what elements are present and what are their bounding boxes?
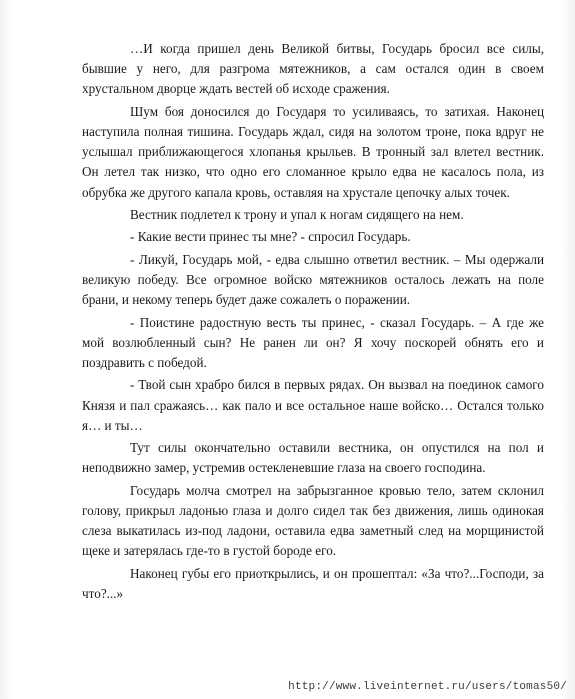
paragraph: - Ликуй, Государь мой, - едва слышно ответил вестник. – Мы одержали великую победу. Все огромное войско мятежников осталось лежать на поле брани, и некому теперь будет даже сожалеть о поражении. bbox=[82, 251, 544, 308]
watermark-url: http://www.liveinternet.ru/users/tomas50/ bbox=[288, 681, 567, 693]
paragraph: - Какие вести принес ты мне? - спросил Государь. bbox=[130, 229, 411, 245]
paragraph: Наконец губы его приоткрылись, и он прошептал: «За что?...Господи, за что?...» bbox=[82, 565, 544, 601]
paragraph: Тут силы окончательно оставили вестника, он опустился на пол и неподвижно замер, устремив остекленевшие глаза на своего господина. bbox=[82, 440, 544, 476]
paragraph: Шум боя доносился до Государя то усиливаясь, то затихая. Наконец наступила полная тишина. Государь ждал, сидя на золотом троне, пока вдруг не услышал приближающегося хлопанья крыльев. В тронный зал влетел вестник. Он летел так низко, что одно его сломанное крыло едва не касалось пола, из обрубка же другого капала кровь, оставляя на хрустале цепочку алых точек. bbox=[82, 103, 544, 200]
paragraph: …И когда пришел день Великой битвы, Государь бросил все силы, бывшие у него, для разгрома мятежников, а сам остался один в своем хрустальном дворце ждать вестей об исходе сражения. bbox=[82, 41, 544, 97]
paragraph: - Поистине радостную весть ты принес, - сказал Государь. – А где же мой возлюбленный сын? Не ранен ли он? Я хочу поскорей обнять его и поздравить с победой. bbox=[82, 314, 544, 370]
paragraph: Вестник подлетел к трону и упал к ногам сидящего на нем. bbox=[130, 207, 464, 222]
story-text bbox=[82, 39, 544, 606]
paragraph: Государь молча смотрел на забрызганное кровью тело, затем склонил голову, прикрыл ладонью глаза и долго сидел так без движения, лишь одинокая слеза выкатилась из-под ладони, оставила едва заметный след на морщинистой щеке и затерялась где-то в густой бороде его. bbox=[82, 482, 544, 559]
paragraph: - Твой сын храбро бился в первых рядах. Он вызвал на поединок самого Князя и пал сражаясь… как пало и все остальное наше войско… Остался только я… и ты… bbox=[82, 377, 544, 433]
